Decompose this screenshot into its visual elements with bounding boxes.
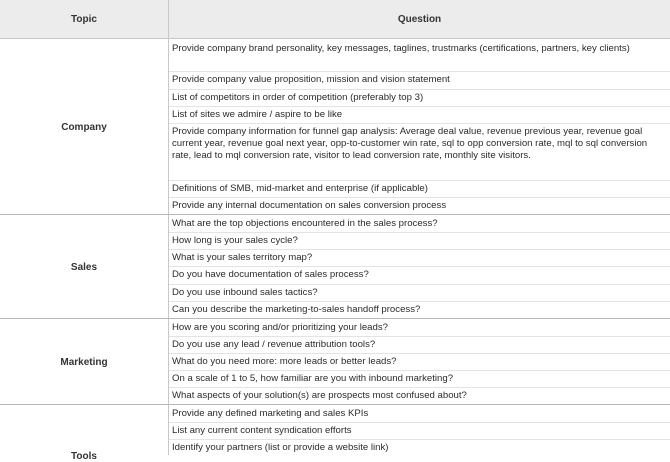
- question-row: List of sites we admire / aspire to be like: [172, 109, 343, 120]
- question-row: Definitions of SMB, mid-market and enterprise (if applicable): [172, 183, 428, 194]
- question-row: On a scale of 1 to 5, how familiar are you with inbound marketing?: [172, 373, 454, 384]
- question-row: What are the top objections encountered in the sales process?: [172, 218, 438, 229]
- question-row: List any current content syndication efforts: [172, 425, 352, 436]
- question-row: Do you use any lead / revenue attribution tools?: [172, 339, 376, 350]
- topic-column-header: Topic: [71, 13, 97, 25]
- question-row: Provide company information for funnel gap analysis: Average deal value, revenue previous year, revenue goal current year, revenue goal next year, opp-to-customer win rate, sql to opp conversion rate, mql to sql conversion rate, lead to mql conversion rate, visitor to lead conversion rate, monthly site visitors.: [172, 126, 648, 161]
- question-column-header: Question: [397, 13, 442, 25]
- topic-label: Tools: [71, 451, 97, 462]
- question-row: What is your sales territory map?: [172, 252, 313, 263]
- question-row: Do you use inbound sales tactics?: [172, 287, 318, 298]
- table-header: [0, 0, 670, 39]
- question-row: Do you have documentation of sales process?: [172, 269, 369, 280]
- question-row: How are you scoring and/or prioritizing your leads?: [172, 322, 388, 333]
- question-row: Identify your partners (list or provide a website link): [172, 442, 389, 453]
- topic-label: Sales: [70, 261, 98, 273]
- question-row: List of competitors in order of competition (preferably top 3): [172, 92, 424, 103]
- question-row: Can you describe the marketing-to-sales handoff process?: [172, 304, 421, 315]
- question-row: Provide company value proposition, mission and vision statement: [172, 74, 450, 85]
- topic-label: Marketing: [60, 356, 108, 368]
- question-row: What aspects of your solution(s) are prospects most confused about?: [172, 390, 467, 401]
- question-row: What do you need more: more leads or better leads?: [172, 356, 397, 367]
- topic-label: Company: [61, 121, 107, 133]
- question-row: Provide any defined marketing and sales KPIs: [172, 408, 369, 419]
- question-row: Provide company brand personality, key messages, taglines, trustmarks (certifications, partners, key clients): [172, 43, 630, 54]
- question-row: Provide any internal documentation on sales conversion process: [172, 200, 447, 211]
- question-row: How long is your sales cycle?: [172, 235, 298, 246]
